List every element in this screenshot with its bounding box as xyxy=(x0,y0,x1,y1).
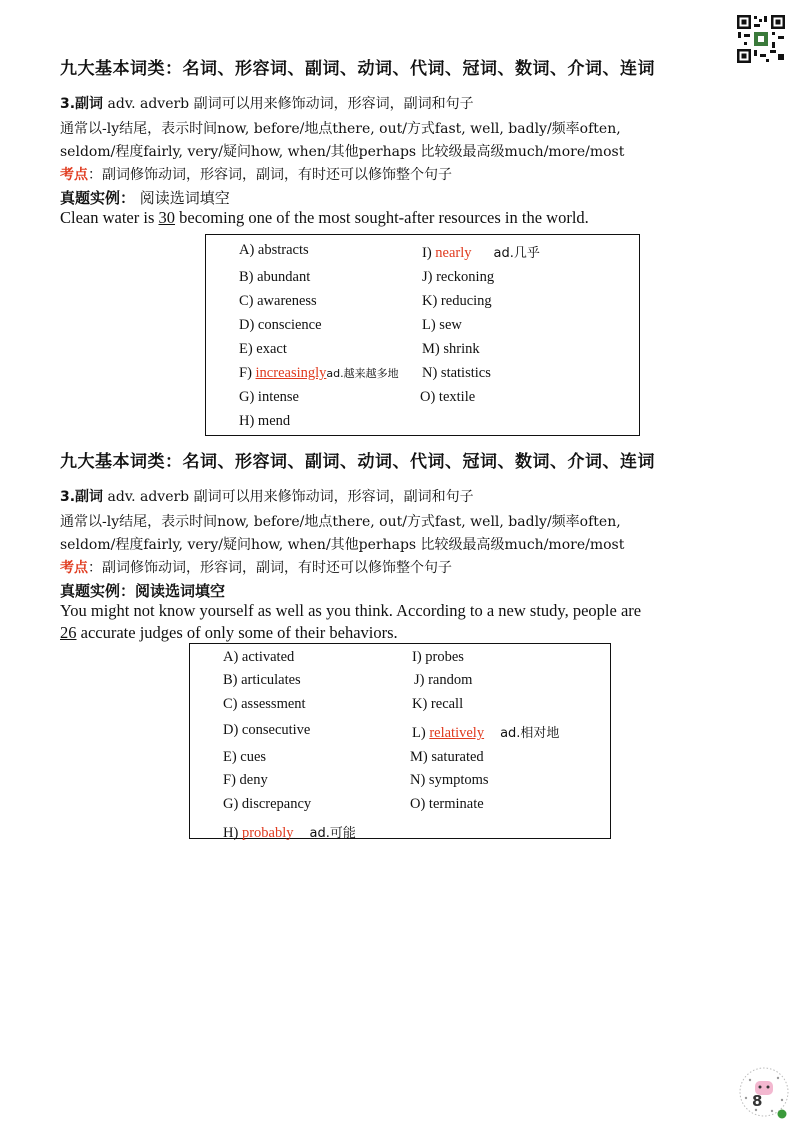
option-c: C) awareness xyxy=(239,293,317,309)
option-n: N) symptoms xyxy=(410,772,489,788)
example-label: 真题实例： xyxy=(60,189,136,207)
option-e: E) cues xyxy=(223,749,267,765)
option-i-letter: I) xyxy=(422,245,436,261)
option-i-note: ad.几乎 xyxy=(493,246,540,261)
option-n: N) statistics xyxy=(422,365,491,381)
option-h-letter: H) xyxy=(223,825,242,841)
section2-heading: 九大基本词类：名词、形容词、副词、动词、代词、冠词、数词、介词、连词 xyxy=(60,452,655,472)
sentence-post: becoming one of the most sought-after resources in the world. xyxy=(175,208,589,227)
section2-kaodian xyxy=(60,557,452,577)
kaodian-label: 考点 xyxy=(60,560,88,576)
option-f-word: increasingly xyxy=(255,365,327,381)
blank-number: 26 xyxy=(60,623,77,642)
option-m: M) saturated xyxy=(410,749,484,765)
option-c: C) assessment xyxy=(223,696,306,712)
word-bank-box-2 xyxy=(189,643,611,839)
kaodian-text: ：副词修饰动词，形容词，副词，有时还可以修饰整个句子 xyxy=(88,167,452,183)
option-e: E) exact xyxy=(239,341,287,357)
section1-example xyxy=(60,187,230,208)
option-l-note: ad.相对地 xyxy=(500,726,560,741)
sentence-post: accurate judges of only some of their behaviors. xyxy=(76,623,398,642)
qr-code-icon xyxy=(736,14,786,64)
option-d: D) consecutive xyxy=(223,722,311,738)
definition-text: adv. adverb 副词可以用来修饰动词，形容词，副词和句子 xyxy=(103,96,474,112)
option-l xyxy=(412,722,559,742)
option-h-note: ad.可能 xyxy=(309,826,356,841)
section2-line3: seldom/程度fairly, very/疑问how, when/其他perhaps 比较级最高级much/more/most xyxy=(60,537,625,553)
section2-definition xyxy=(60,486,474,506)
option-g: G) intense xyxy=(239,389,299,405)
option-l-letter: L) xyxy=(412,725,430,741)
option-o: O) terminate xyxy=(410,796,484,812)
option-j: J) random xyxy=(414,672,473,688)
option-a: A) abstracts xyxy=(239,242,309,258)
section1-heading: 九大基本词类：名词、形容词、副词、动词、代词、冠词、数词、介词、连词 xyxy=(60,59,655,79)
section1-definition xyxy=(60,93,474,113)
option-d: D) conscience xyxy=(239,317,322,333)
option-f: F) deny xyxy=(223,772,268,788)
option-h-word: probably xyxy=(241,825,294,841)
section2-line2: 通常以-ly结尾，表示时间now, before/地点there, out/方式fast, well, badly/频率often, xyxy=(60,514,621,530)
blank-number: 30 xyxy=(158,208,176,227)
option-f-note: ad.越来越多地 xyxy=(326,367,399,380)
section1-kaodian xyxy=(60,164,452,184)
option-j: J) reckoning xyxy=(422,269,495,285)
option-f xyxy=(239,365,399,382)
option-k: K) reducing xyxy=(422,293,492,309)
sentence-pre: Clean water is xyxy=(60,208,159,227)
section2-sentence-line2 xyxy=(60,623,398,643)
section2-sentence-line1: You might not know yourself as well as you think. According to a new study, people are xyxy=(60,601,642,620)
option-l: L) sew xyxy=(422,317,462,333)
option-l-word: relatively xyxy=(429,725,485,741)
kaodian-text: ：副词修饰动词，形容词，副词，有时还可以修饰整个句子 xyxy=(88,560,452,576)
mascot-stamp-icon xyxy=(738,1062,790,1120)
option-h: H) mend xyxy=(239,413,291,429)
option-k: K) recall xyxy=(412,696,464,712)
option-h xyxy=(223,822,356,842)
option-f-letter: F) xyxy=(239,365,256,381)
option-b: B) articulates xyxy=(223,672,301,688)
example-text: 阅读选词填空 xyxy=(135,189,230,207)
option-i-word: nearly xyxy=(435,245,472,261)
option-b: B) abundant xyxy=(239,269,311,285)
section1-sentence xyxy=(60,208,589,228)
section2-example xyxy=(60,580,225,601)
page-number: 8 xyxy=(752,1092,763,1110)
option-o: O) textile xyxy=(420,389,476,405)
option-g: G) discrepancy xyxy=(223,796,312,812)
definition-text: adv. adverb 副词可以用来修饰动词，形容词，副词和句子 xyxy=(103,489,474,505)
kaodian-label: 考点 xyxy=(60,167,88,183)
section-number: 3.副词 xyxy=(60,96,104,112)
word-bank-box-1 xyxy=(205,234,640,436)
option-i xyxy=(422,242,540,262)
section1-line2: 通常以-ly结尾，表示时间now, before/地点there, out/方式fast, well, badly/频率often, xyxy=(60,121,621,137)
section-number: 3.副词 xyxy=(60,489,104,505)
option-i: I) probes xyxy=(412,649,464,665)
section1-line3: seldom/程度fairly, very/疑问how, when/其他perhaps 比较级最高级much/more/most xyxy=(60,144,625,160)
option-a: A) activated xyxy=(223,649,295,665)
example-label: 真题实例：阅读选词填空 xyxy=(60,582,226,600)
option-m: M) shrink xyxy=(422,341,480,357)
